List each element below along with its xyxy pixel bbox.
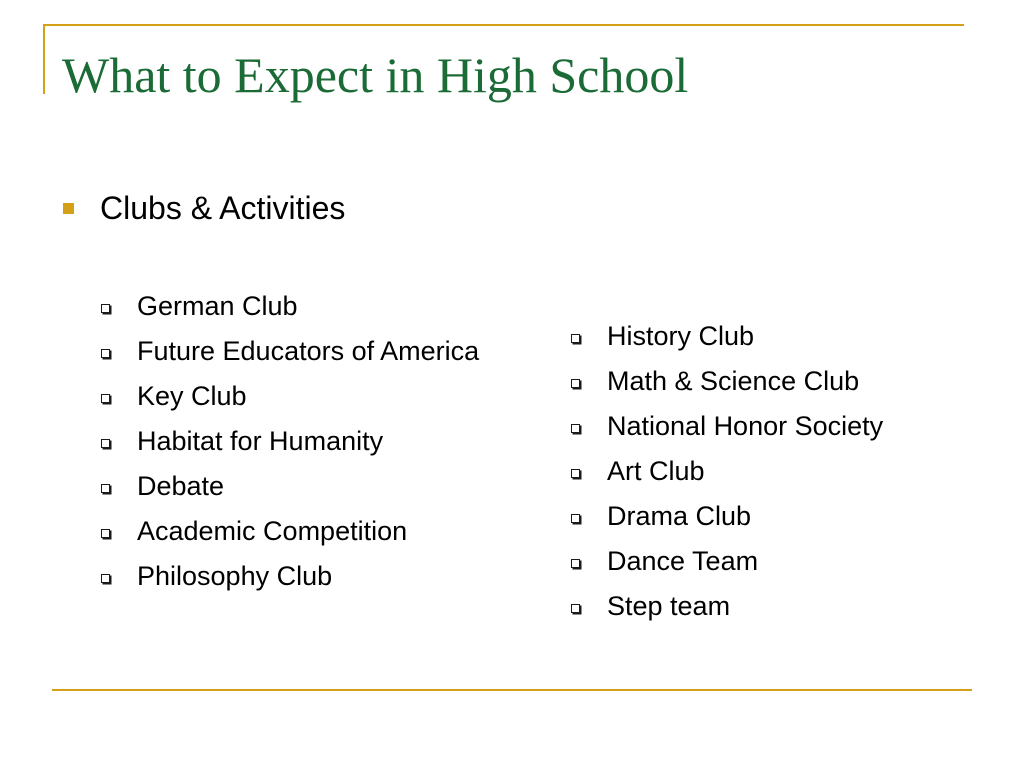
- list-item: [570, 498, 990, 535]
- list-item-label: History Club: [607, 321, 755, 351]
- list-item: [100, 378, 480, 415]
- hollow-square-icon: [571, 334, 580, 343]
- list-item-label: Step team: [607, 591, 731, 621]
- list-item-label: Academic Competition: [137, 516, 408, 546]
- hollow-square-icon: [571, 604, 580, 613]
- list-item: [570, 588, 990, 625]
- hollow-square-icon: [101, 349, 110, 358]
- list-item: [100, 288, 480, 325]
- filled-square-icon: [63, 203, 74, 214]
- slide-title: What to Expect in High School: [62, 47, 689, 103]
- bottom-border-line: [52, 689, 972, 691]
- list-item-label: Future Educators of America: [137, 336, 480, 366]
- top-border-line: [43, 24, 964, 26]
- list-item: [570, 318, 990, 355]
- list-item: [570, 453, 990, 490]
- left-activity-list: [100, 288, 480, 603]
- list-item-label: Habitat for Humanity: [137, 426, 384, 456]
- hollow-square-icon: [101, 484, 110, 493]
- list-item-label: Drama Club: [607, 501, 752, 531]
- hollow-square-icon: [571, 514, 580, 523]
- left-border-line: [43, 24, 45, 94]
- hollow-square-icon: [101, 574, 110, 583]
- list-item-label: Dance Team: [607, 546, 759, 576]
- list-item: [100, 558, 480, 595]
- hollow-square-icon: [101, 304, 110, 313]
- hollow-square-icon: [571, 424, 580, 433]
- list-item: [100, 423, 480, 460]
- list-item-label: Philosophy Club: [137, 561, 333, 591]
- list-item: [100, 513, 480, 550]
- main-bullet-label: Clubs & Activities: [100, 190, 346, 226]
- list-item: [570, 363, 990, 400]
- list-item: [570, 543, 990, 580]
- list-item-label: Key Club: [137, 381, 247, 411]
- right-activity-list: [570, 318, 990, 633]
- list-item-label: Math & Science Club: [607, 366, 860, 396]
- hollow-square-icon: [101, 394, 110, 403]
- hollow-square-icon: [571, 469, 580, 478]
- list-item-label: German Club: [137, 291, 298, 321]
- list-item: [100, 468, 480, 505]
- main-bullet: [63, 185, 345, 231]
- hollow-square-icon: [101, 439, 110, 448]
- list-item: [100, 333, 480, 370]
- hollow-square-icon: [571, 379, 580, 388]
- hollow-square-icon: [101, 529, 110, 538]
- list-item-label: Debate: [137, 471, 225, 501]
- hollow-square-icon: [571, 559, 580, 568]
- list-item-label: Art Club: [607, 456, 705, 486]
- list-item: [570, 408, 990, 445]
- list-item-label: National Honor Society: [607, 411, 884, 441]
